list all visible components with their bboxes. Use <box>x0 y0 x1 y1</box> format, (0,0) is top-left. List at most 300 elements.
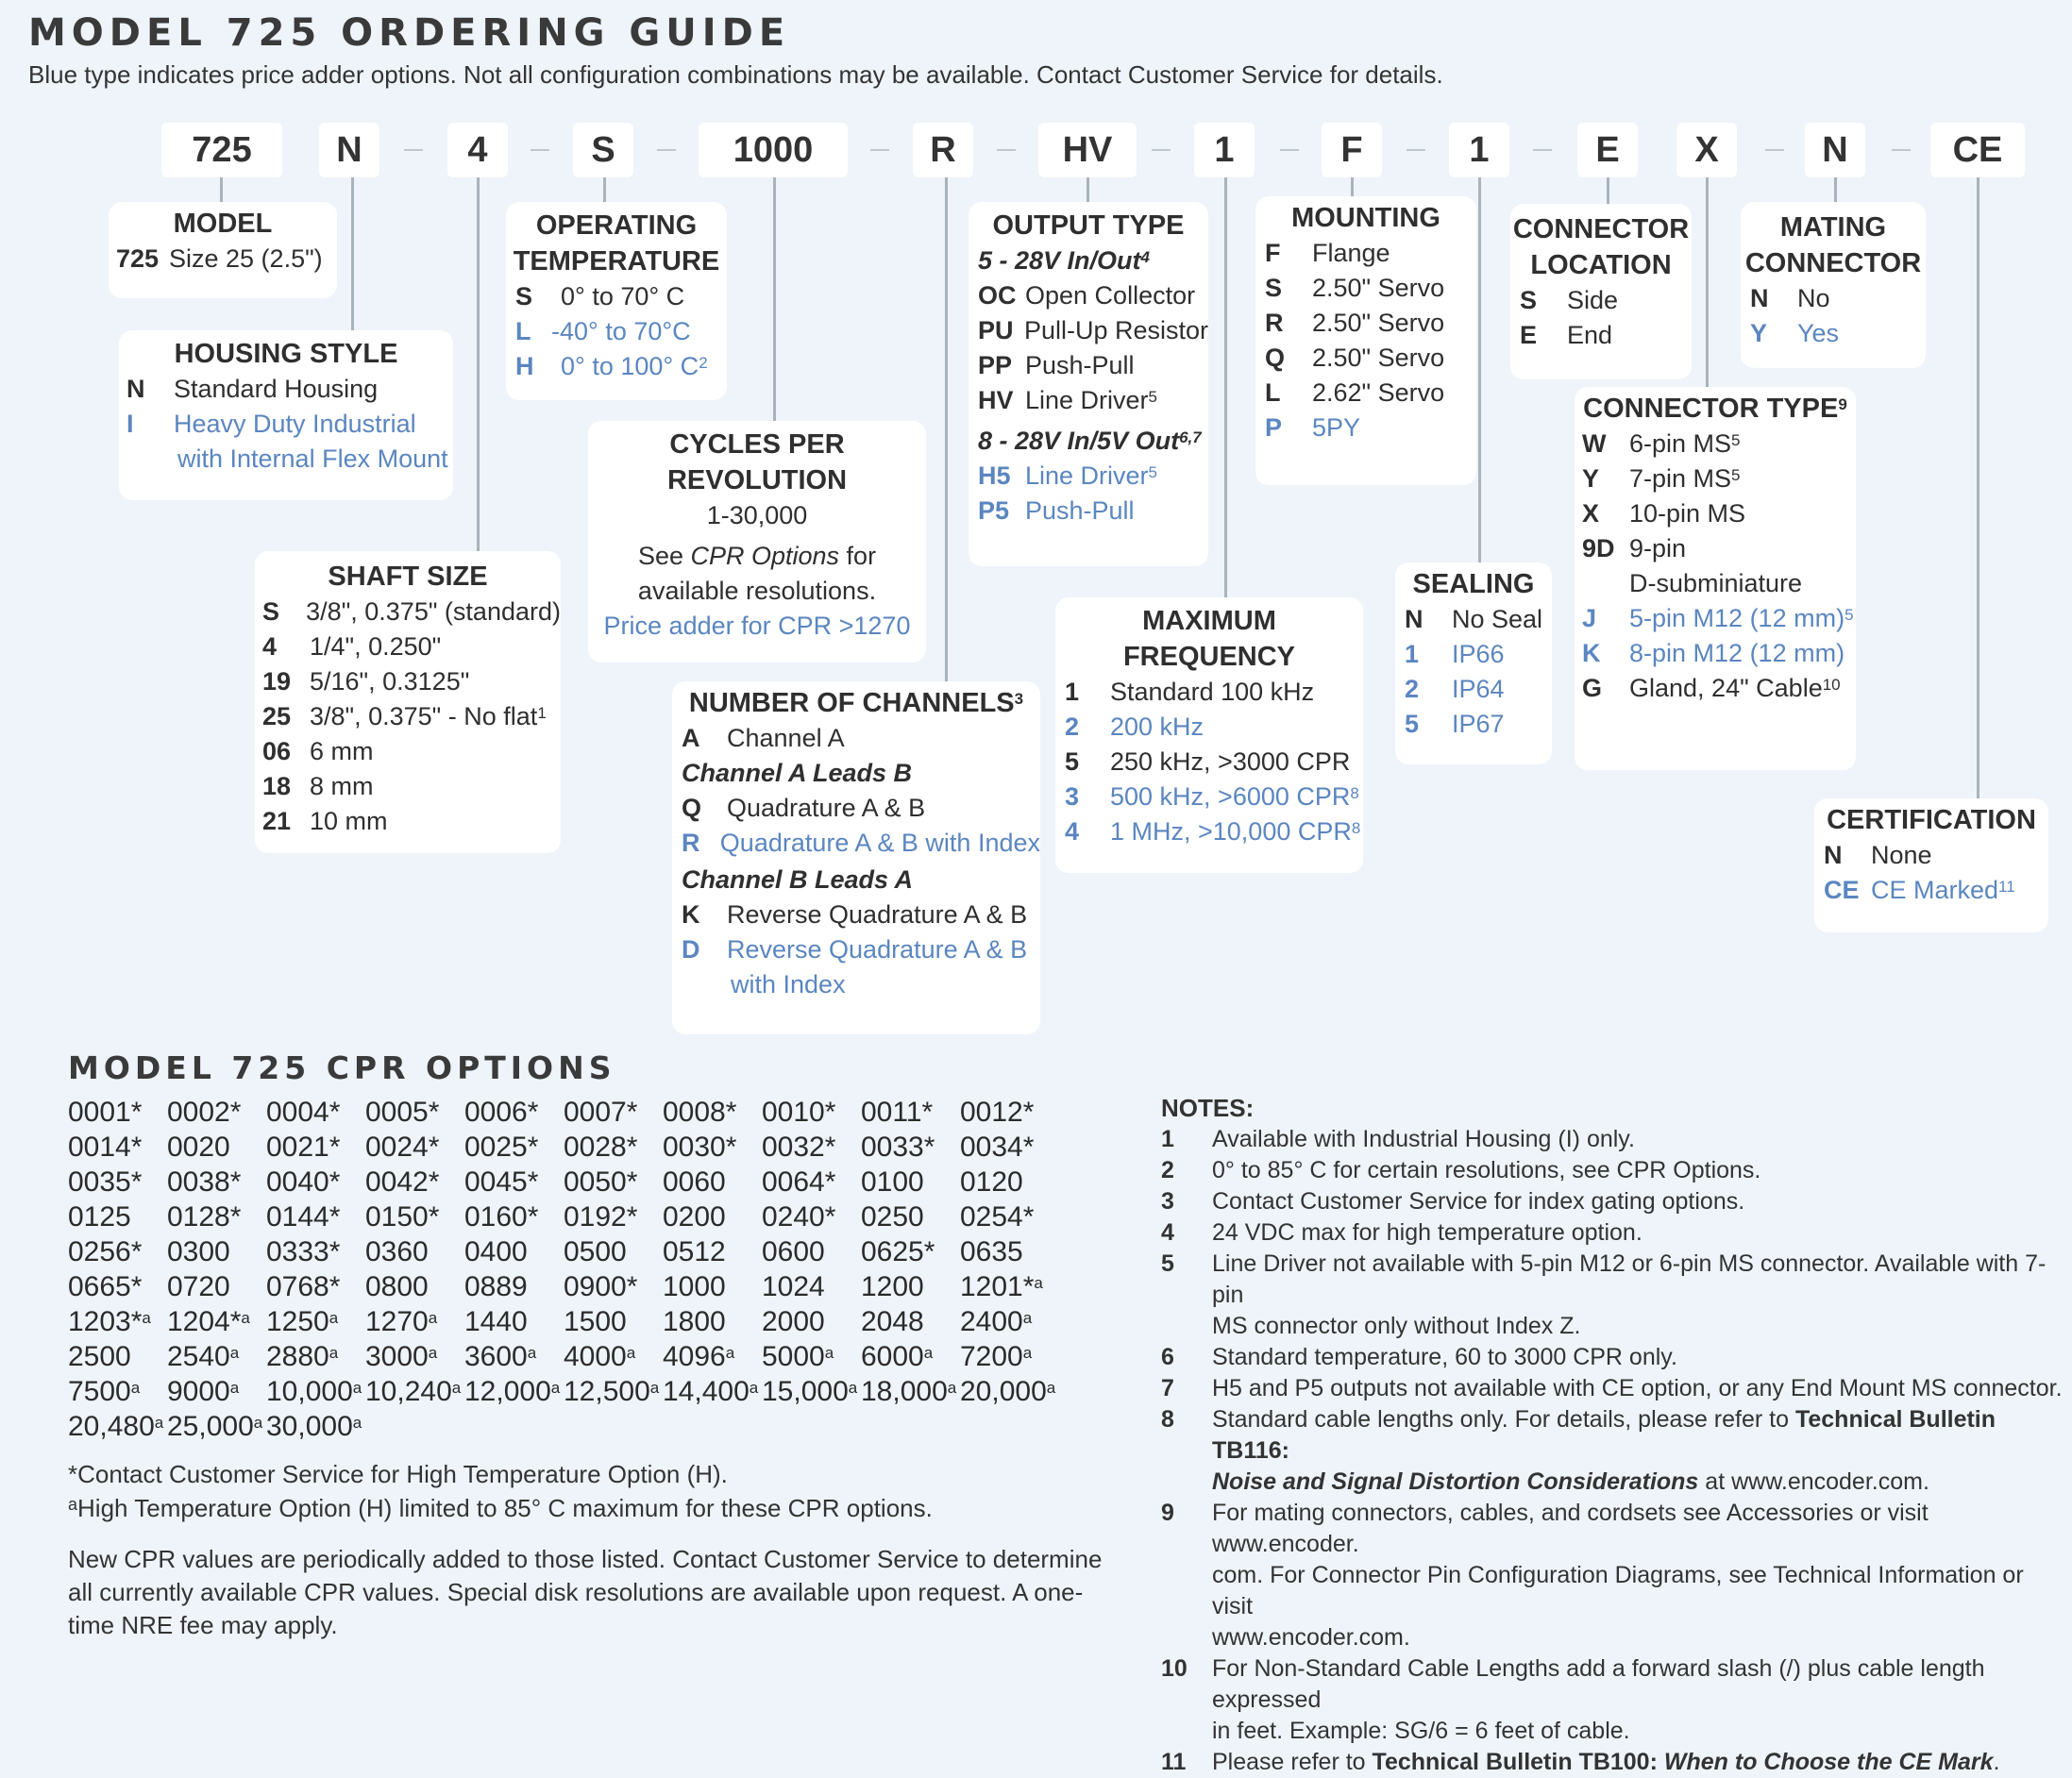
option-label: 3/8", 0.375" (standard) <box>306 597 561 626</box>
option-label: Pull-Up Resistor <box>1023 316 1208 344</box>
note-line <box>1212 1373 2063 1404</box>
cpr-value: 2048 <box>861 1306 924 1337</box>
conn-loc-header-1: CONNECTOR <box>1512 214 1690 244</box>
option-label: 200 kHz <box>1110 713 1204 741</box>
note-number: 3 <box>1161 1188 1174 1215</box>
output-option <box>969 459 1208 494</box>
cpr-row <box>68 1130 1059 1165</box>
cpr-value: 15,000$^a$ <box>762 1376 858 1407</box>
note-line <box>1212 1622 2067 1653</box>
connector-line <box>1977 177 1979 800</box>
mating-header-2: CONNECTOR <box>1744 248 1922 278</box>
cpr-value: 14,400$^a$ <box>663 1376 759 1407</box>
note-text: Contact Customer Service for index gating options. <box>1212 1188 1745 1215</box>
option-code: R <box>1265 309 1284 337</box>
footnote-ref: 3 <box>1014 690 1024 708</box>
option-code: 21 <box>262 807 292 835</box>
mating-option <box>1741 316 1926 351</box>
note-item <box>1161 1404 2067 1498</box>
cpr-value: 0010* <box>762 1097 836 1128</box>
option-label: -40° to 70°C <box>551 317 691 345</box>
option-label: 2.62" Servo <box>1312 378 1445 407</box>
code-frequency: 1 <box>1194 123 1255 177</box>
footnote-ref: a <box>253 1414 263 1432</box>
conn-loc-option <box>1510 318 1692 353</box>
output-header: OUTPUT TYPE <box>992 210 1185 241</box>
notes-section <box>1161 1093 2067 1778</box>
option-label: None <box>1871 841 1932 869</box>
text: See <box>637 542 691 570</box>
note-line <box>1212 1249 2067 1311</box>
cpr-value: 0005* <box>365 1097 440 1128</box>
option-code: PP <box>978 351 1013 379</box>
code-output: HV <box>1038 123 1137 177</box>
note-text: When to Choose the CE Mark <box>1663 1749 1994 1775</box>
footnote-ref: 1 <box>537 704 547 722</box>
mounting-header: MOUNTING <box>1291 203 1440 233</box>
header-text: CONNECTOR TYPE <box>1583 394 1839 424</box>
note-line <box>1212 1342 1677 1373</box>
cpr-value: 0900* <box>564 1271 638 1302</box>
cpr-value: 0200 <box>663 1201 726 1233</box>
cycles-line3: available resolutions. <box>637 577 877 605</box>
cpr-value: 0500 <box>564 1236 627 1267</box>
note-text <box>1658 1749 1664 1775</box>
cpr-value: 0160* <box>464 1201 539 1233</box>
cpr-value: 20,480$^a$ <box>68 1411 164 1442</box>
freq-option <box>1055 710 1363 745</box>
certification-box <box>1814 798 2048 932</box>
cpr-row <box>68 1095 1059 1130</box>
footnote-ref: a <box>550 1379 561 1397</box>
option-code: 18 <box>262 772 292 800</box>
note-body <box>1212 1249 2067 1342</box>
note-item <box>1161 1747 2067 1778</box>
cpr-options-title: MODEL 725 CPR OPTIONS <box>68 1049 616 1086</box>
connector-line <box>477 177 480 551</box>
cpr-value: 2000 <box>762 1306 825 1337</box>
page-subtitle: Blue type indicates price adder options. Not all configuration combinations may be available. Contact Customer Service for details. <box>28 60 1443 89</box>
footnote-ref: a <box>848 1379 858 1397</box>
note-line <box>1212 1467 2067 1498</box>
model-header: MODEL <box>173 209 273 239</box>
option-code: 06 <box>262 737 292 765</box>
code-dash <box>657 149 676 151</box>
output-subheader <box>969 424 1208 459</box>
cpr-value: 0360 <box>365 1236 429 1267</box>
option-label: Quadrature A & B <box>727 794 926 822</box>
cpr-value: 7500$^a$ <box>68 1376 141 1407</box>
footnote-ref: a <box>328 1344 339 1362</box>
cpr-value: 2400$^a$ <box>960 1306 1033 1337</box>
note-line <box>1212 1155 1760 1186</box>
cpr-value: 0033* <box>861 1132 935 1163</box>
footnote-ref: a <box>1022 1309 1033 1327</box>
option-code: D <box>682 935 700 964</box>
option-code: 1 <box>1065 678 1080 706</box>
footnote-ref: 8 <box>1351 819 1361 837</box>
footnote-ref: a <box>229 1379 240 1397</box>
cpr-value: 0014* <box>68 1132 143 1163</box>
note-item <box>1161 1249 2067 1342</box>
model-option <box>109 242 337 277</box>
note-text: Line Driver not available with 5-pin M12 or 6-pin MS connector. Available with 7-pin <box>1212 1250 2047 1308</box>
footnote-ref: a <box>527 1344 537 1362</box>
option-label: 8 mm <box>310 772 374 800</box>
cpr-value: 0007* <box>564 1097 638 1128</box>
code-dash <box>1280 149 1299 151</box>
footnote-ref: 2 <box>699 354 708 372</box>
housing-option <box>119 407 453 442</box>
freq-header-1: MAXIMUM <box>1142 606 1276 636</box>
option-label: 6 mm <box>310 737 374 765</box>
footnote-ref: a <box>68 1495 78 1514</box>
option-label: Yes <box>1797 319 1840 347</box>
note-body <box>1212 1404 2067 1498</box>
option-code: A <box>682 724 700 752</box>
shaft-option <box>255 769 561 804</box>
freq-option <box>1055 745 1363 780</box>
cpr-value: 1200 <box>861 1271 924 1302</box>
note-body <box>1212 1217 1642 1249</box>
option-label: with Internal Flex Mount <box>177 444 448 473</box>
footnote-ref: 8 <box>1350 784 1359 802</box>
footnote-ref: 4 <box>1140 248 1151 266</box>
footnote-ref: 5 <box>1731 431 1741 449</box>
footnote-ref: a <box>725 1344 735 1362</box>
note-item <box>1161 1155 2067 1186</box>
note-line <box>1212 1311 2067 1342</box>
connector-line <box>1087 177 1089 204</box>
cpr-row <box>68 1374 1059 1409</box>
option-label: 500 kHz, >6000 CPR <box>1110 782 1351 811</box>
temp-option <box>506 279 727 314</box>
freq-option <box>1055 780 1363 814</box>
cpr-value: 0008* <box>663 1097 737 1128</box>
option-code: N <box>1750 284 1769 312</box>
option-label: Line Driver <box>1025 461 1149 490</box>
note-line <box>1212 1124 1635 1155</box>
option-code: E <box>1520 321 1538 349</box>
sealing-option <box>1395 637 1552 672</box>
shaft-option <box>255 804 561 839</box>
subheader-text: 8 - 28V In/5V Out <box>978 427 1180 455</box>
cpr-value: 1270$^a$ <box>365 1306 438 1337</box>
cpr-value: 9000$^a$ <box>167 1376 240 1407</box>
footnote-ref: a <box>130 1379 141 1397</box>
code-dash <box>1533 149 1552 151</box>
code-dash <box>1152 149 1171 151</box>
footnote-ref: a <box>749 1379 759 1397</box>
option-label: No <box>1797 284 1830 312</box>
connector-line <box>1834 177 1837 204</box>
cpr-value: 4096$^a$ <box>663 1341 735 1372</box>
cpr-value: 0512 <box>663 1236 726 1267</box>
cpr-value: 0800 <box>365 1271 429 1302</box>
mounting-box <box>1255 196 1476 485</box>
cpr-value: 0665* <box>68 1271 143 1302</box>
cpr-value: 7200$^a$ <box>960 1341 1033 1372</box>
cpr-value: 4000$^a$ <box>564 1341 636 1372</box>
cpr-value: 0001* <box>68 1097 143 1128</box>
option-code: P <box>1265 413 1283 442</box>
notes-title: NOTES: <box>1161 1094 1255 1122</box>
option-code: Y <box>1582 464 1600 493</box>
cpr-value: 0150* <box>365 1201 440 1233</box>
option-label: IP66 <box>1452 640 1505 668</box>
code-dash <box>531 149 549 151</box>
footnote-ref: 5 <box>1148 463 1158 481</box>
cpr-value: 0021* <box>266 1132 341 1163</box>
connector-type-box <box>1575 387 1856 770</box>
operating-temperature-box <box>506 202 727 400</box>
freq-option <box>1055 814 1363 849</box>
option-label: 2.50" Servo <box>1312 344 1445 372</box>
option-label: Standard Housing <box>174 375 379 403</box>
note-number: 9 <box>1161 1500 1174 1526</box>
footnote-ref: a <box>229 1344 240 1362</box>
option-code: F <box>1265 239 1281 267</box>
maximum-frequency-box <box>1055 597 1363 873</box>
note-body <box>1212 1373 2063 1404</box>
cpr-value: 0006* <box>464 1097 539 1128</box>
option-code: G <box>1582 674 1603 702</box>
option-label: D-subminiature <box>1629 569 1803 597</box>
option-label: 10-pin MS <box>1629 499 1746 528</box>
connector-location-box <box>1510 204 1692 379</box>
cpr-value: 2540$^a$ <box>167 1341 240 1372</box>
connector-line <box>1706 177 1709 389</box>
cpr-value: 10,240$^a$ <box>365 1376 462 1407</box>
footnote-ref: a <box>947 1379 957 1397</box>
note-text: High Temperature Option (H) limited to 85° C maximum for these CPR options. <box>77 1494 933 1522</box>
channel-subheader: Channel B Leads A <box>682 865 914 894</box>
cycles-header-1: CYCLES PER <box>669 429 845 460</box>
note-number: 1 <box>1161 1126 1174 1152</box>
option-label: 5PY <box>1312 413 1361 442</box>
conn-type-option <box>1575 671 1856 706</box>
note-number: 2 <box>1161 1157 1174 1183</box>
option-code: R <box>682 829 700 857</box>
note-text: Noise and Signal Distortion Considerations <box>1212 1468 1699 1495</box>
channel-subheader: Channel A Leads B <box>682 759 913 787</box>
option-code: I <box>126 410 134 438</box>
cpr-value: 0040* <box>266 1166 341 1198</box>
footnote-ref: a <box>1022 1344 1033 1362</box>
note-text: Standard temperature, 60 to 3000 CPR only. <box>1212 1344 1677 1370</box>
footnote-ref: a <box>352 1414 362 1432</box>
footnote-ref: a <box>428 1344 438 1362</box>
option-label: End <box>1567 321 1613 349</box>
note-number: 8 <box>1161 1406 1174 1433</box>
cpr-value: 0035* <box>68 1166 143 1198</box>
connector-line <box>603 177 606 204</box>
option-code: J <box>1582 604 1597 632</box>
option-label: Standard 100 kHz <box>1110 678 1315 706</box>
option-label: Channel A <box>727 724 845 752</box>
cpr-row <box>68 1269 1059 1304</box>
note-line <box>1212 1653 2067 1716</box>
shaft-option <box>255 595 561 629</box>
footnote-ref: 9 <box>1838 395 1847 413</box>
cpr-value: 0250 <box>861 1201 924 1233</box>
sealing-option <box>1395 672 1552 707</box>
note-line <box>1212 1498 2067 1560</box>
option-label: 3/8", 0.375" - No flat <box>310 702 538 730</box>
housing-option <box>119 372 453 407</box>
footnote-ref: a <box>649 1379 660 1397</box>
cpr-value: 10,000$^a$ <box>266 1376 362 1407</box>
mounting-option <box>1255 271 1476 306</box>
conn-type-option <box>1575 636 1856 671</box>
note-item <box>1161 1217 2067 1249</box>
connector-line <box>1224 177 1227 597</box>
shaft-option <box>255 629 561 664</box>
option-code: W <box>1582 429 1607 458</box>
text: for <box>839 542 877 570</box>
cpr-value: 2500 <box>68 1341 131 1372</box>
option-code: L <box>1265 378 1281 407</box>
option-code: PU <box>978 316 1014 344</box>
option-code: K <box>1582 639 1601 667</box>
option-code: Q <box>1265 344 1286 372</box>
conn-type-option <box>1575 531 1856 566</box>
output-option <box>969 494 1208 528</box>
note-text: 0° to 85° C for certain resolutions, see CPR Options. <box>1212 1157 1761 1183</box>
cpr-value: 30,000$^a$ <box>266 1411 362 1442</box>
option-code: 19 <box>262 667 292 696</box>
code-housing: N <box>319 123 379 177</box>
note-line <box>1212 1716 2067 1747</box>
option-label: 10 mm <box>310 807 388 835</box>
note-text: H5 and P5 outputs not available with CE option, or any End Mount MS connector. <box>1212 1375 2063 1401</box>
cpr-value: 1203*$^a$ <box>68 1306 151 1337</box>
code-mounting: F <box>1322 123 1382 177</box>
option-code: N <box>1824 841 1843 869</box>
option-label: 5-pin M12 (12 mm) <box>1629 604 1845 632</box>
note-number: 10 <box>1161 1655 1188 1682</box>
channel-option <box>672 791 1040 826</box>
temp-header-2: TEMPERATURE <box>513 246 720 277</box>
page-title: MODEL 725 ORDERING GUIDE <box>28 11 791 55</box>
output-option <box>969 383 1208 418</box>
code-dash <box>1892 149 1911 151</box>
conn-type-option <box>1575 427 1856 461</box>
option-code: H <box>515 352 534 380</box>
option-code: Y <box>1750 319 1768 347</box>
option-label: Open Collector <box>1025 281 1196 310</box>
footnote-ref: a <box>923 1344 934 1362</box>
mounting-option <box>1255 411 1476 445</box>
conn-loc-header-2: LOCATION <box>1530 250 1672 280</box>
cpr-paragraph-line: all currently available CPR values. Special disk resolutions are available upon request. A one- <box>68 1578 1084 1606</box>
cert-header: CERTIFICATION <box>1827 805 2036 835</box>
footnote-ref: a <box>824 1344 834 1362</box>
cpr-value: 0032* <box>762 1132 836 1163</box>
cpr-value: 0120 <box>960 1166 1023 1198</box>
code-dash <box>870 149 889 151</box>
note-line <box>1212 1186 1744 1217</box>
option-code: 5 <box>1405 710 1420 738</box>
note-body <box>1212 1747 1999 1778</box>
sealing-header: SEALING <box>1412 569 1535 599</box>
note-line <box>1212 1747 1999 1778</box>
note-text: MS connector only without Index Z. <box>1212 1313 1581 1339</box>
cpr-value: 0256* <box>68 1236 143 1267</box>
cpr-value: 3600$^a$ <box>464 1341 537 1372</box>
option-code: 4 <box>1065 817 1080 846</box>
mating-header-1: MATING <box>1779 212 1887 243</box>
note-body <box>1212 1653 2067 1747</box>
shaft-header: SHAFT SIZE <box>328 562 488 592</box>
cpr-value: 12,500$^a$ <box>564 1376 660 1407</box>
note-line <box>1212 1217 1642 1249</box>
cpr-value: 0144* <box>266 1201 341 1233</box>
note-text: 24 VDC max for high temperature option. <box>1212 1219 1642 1246</box>
cpr-value: 0100 <box>861 1166 924 1198</box>
option-code: P5 <box>978 496 1010 525</box>
code-dash <box>1407 149 1425 151</box>
connector-line <box>1478 177 1481 562</box>
footnote-ref: a <box>626 1344 636 1362</box>
cpr-value: 0400 <box>464 1236 528 1267</box>
option-label: Push-Pull <box>1025 351 1135 379</box>
option-code: S <box>1265 274 1283 302</box>
cpr-value: 0045* <box>464 1166 539 1198</box>
cpr-value: 25,000$^a$ <box>167 1411 263 1442</box>
note-text: in feet. Example: SG/6 = 6 feet of cable. <box>1212 1718 1630 1744</box>
cpr-row <box>68 1304 1059 1339</box>
cpr-value: 0254* <box>960 1201 1035 1233</box>
footnote-ref: 11 <box>1998 878 2015 896</box>
header-text: NUMBER OF CHANNELS <box>688 688 1015 718</box>
note-item <box>1161 1653 2067 1747</box>
cpr-value: 0625* <box>861 1236 935 1267</box>
footnote-ref: a <box>142 1309 151 1327</box>
connector-line <box>945 177 948 682</box>
footnote-ref: a <box>451 1379 462 1397</box>
cpr-value: 5000$^a$ <box>762 1341 834 1372</box>
option-label: IP64 <box>1452 675 1505 703</box>
footnote-ref: 10 <box>1822 676 1841 694</box>
connector-line <box>773 177 776 423</box>
cpr-row <box>68 1234 1059 1269</box>
note-item <box>1161 1498 2067 1653</box>
cpr-value: 0768* <box>266 1271 341 1302</box>
cpr-value: 2880$^a$ <box>266 1341 339 1372</box>
note-number: 4 <box>1161 1219 1174 1246</box>
note-line <box>1212 1404 2067 1467</box>
housing-style-box <box>119 330 453 500</box>
code-channels: R <box>913 123 973 177</box>
note-item <box>1161 1373 2067 1404</box>
option-label: 5/16", 0.3125" <box>310 667 470 696</box>
cycles-per-revolution-box <box>588 421 926 663</box>
code-shaft: 4 <box>447 123 508 177</box>
option-code: 25 <box>262 702 292 730</box>
mating-connector-box <box>1741 202 1926 368</box>
option-label: Quadrature A & B with Index <box>719 829 1040 857</box>
temp-option <box>506 314 727 349</box>
footnote-ref: a <box>241 1309 250 1327</box>
freq-header-2: FREQUENCY <box>1122 642 1296 672</box>
cpr-note-a <box>68 1493 933 1524</box>
option-code: HV <box>978 386 1014 414</box>
option-code: H5 <box>978 461 1011 490</box>
footnote-ref: a <box>1046 1379 1056 1397</box>
model-box <box>109 202 337 298</box>
footnote-ref: a <box>352 1379 362 1397</box>
